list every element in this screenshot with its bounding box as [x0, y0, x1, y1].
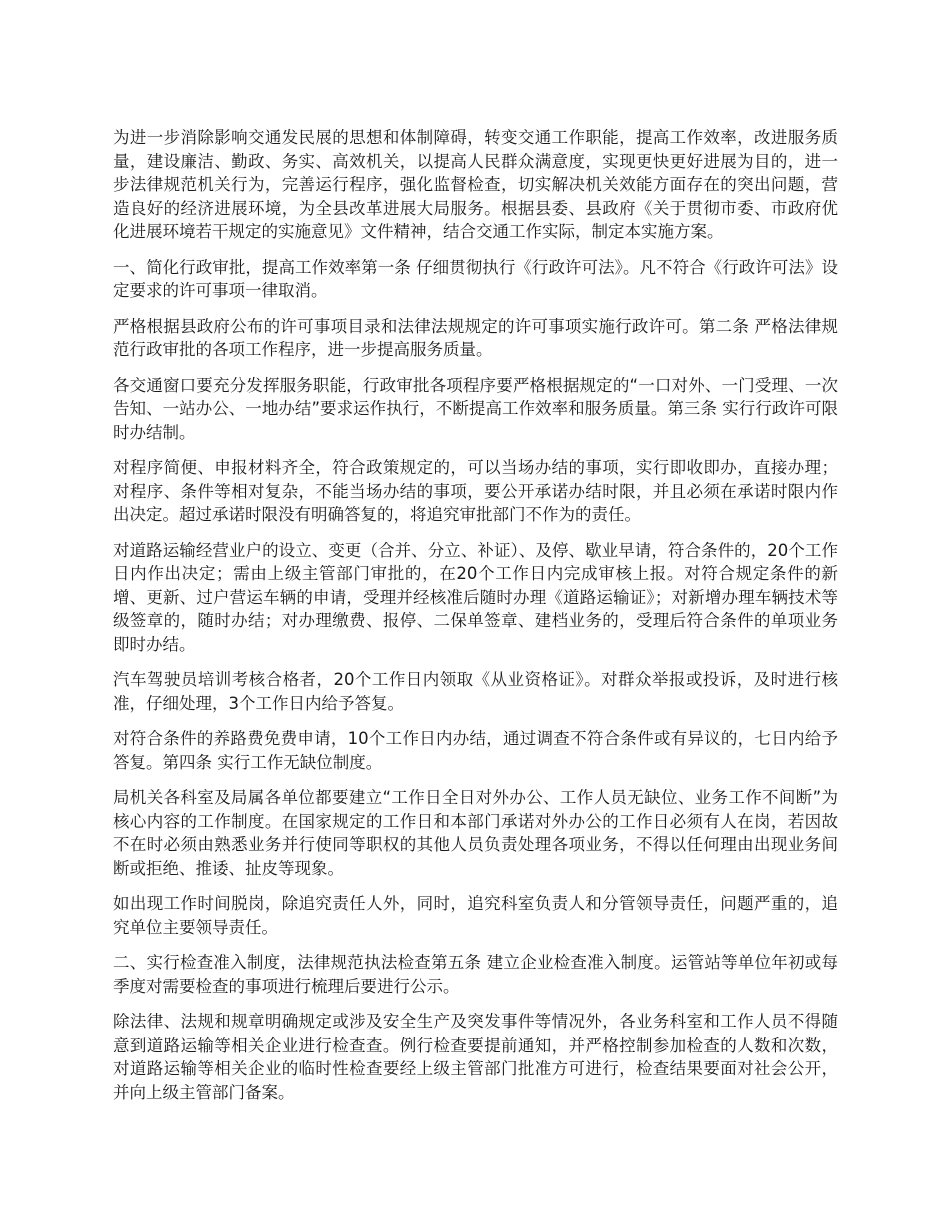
paragraph-intro: 为进一步消除影响交通发民展的思想和体制障碍，转变交通工作职能，提高工作效率，改进服务质量，建设廉洁、勤政、务实、高效机关，以提高人民群众满意度，实现更快更好进展为目的，进一步法律规范机关行为，完善运行程序，强化监督检查，切实解决机关效能方面存在的突出问题，营造良好的经济进展环境，为全县改革进展大局服务。根据县委、县政府《关于贯彻市委、市政府优化进展环境若干规定的实施意见》文件精神，结合交通工作实际，制定本实施方案。: [113, 128, 838, 241]
paragraph-transport-permits: 对道路运输经营业户的设立、变更（合并、分立、补证）、及停、歇业早请，符合条件的，20个工作日内作出决定；需由上级主管部门审批的，在20个工作日内完成审核上报。对符合规定条件的新增、更新、过户营运车辆的申请，受理并经核准后随时办理《道路运输证》；对新增办理车辆技术等级签章的，随时办结；对办理缴费、报停、二保单签章、建档业务的，受理后符合条件的单项业务即时办结。: [113, 540, 838, 654]
paragraph-no-absence-system: 局机关各科室及局属各单位都要建立“工作日全日对外办公、工作人员无缺位、业务工作不间断”为核心内容的工作制度。在国家规定的工作日和本部门承诺对外办公的工作日必须有人在岗，若因故不在时必须由熟悉业务并行使同等职权的其他人员负责处理各项业务，不得以任何理由出现业务间断或拒绝、推诿、扯皮等现象。: [113, 788, 838, 878]
paragraph-driver-training: 汽车驾驶员培训考核合格者，20个工作日内领取《从业资格证》。对群众举报或投诉，及时进行核准，仔细处理，3个工作日内给予答复。: [113, 670, 838, 713]
paragraph-article-2: 严格根据县政府公布的许可事项目录和法律法规规定的许可事项实施行政许可。第二条 严格法律规范行政审批的各项工作程序，进一步提高服务质量。: [113, 316, 838, 359]
paragraph-section-2-article-5: 二、实行检查准入制度，法律规范执法检查第五条 建立企业检查准入制度。运管站等单位年初或每季度对需要检查的事项进行梳理后要进行公示。: [113, 953, 838, 996]
paragraph-time-limits: 对程序简便、申报材料齐全，符合政策规定的，可以当场办结的事项，实行即收即办，直接办理；对程序、条件等相对复杂，不能当场办结的事项，要公开承诺办结时限，并且必须在承诺时限内作出决定。超过承诺时限没有明确答复的，将追究审批部门不作为的责任。: [113, 458, 838, 524]
paragraph-article-3: 各交通窗口要充分发挥服务职能，行政审批各项程序要严格根据规定的“一口对外、一门受理、一次告知、一站办公、一地办结”要求运作执行，不断提高工作效率和服务质量。第三条 实行行政许可限时办结制。: [113, 375, 838, 442]
paragraph-inspection-rules: 除法律、法规和规章明确规定或涉及安全生产及突发事件等情况外，各业务科室和工作人员不得随意到道路运输等相关企业进行检查查。例行检查要提前通知，并严格控制参加检查的人数和次数，对道路运输等相关企业的临时性检查要经上级主管部门批准方可进行，检查结果要面对社会公开，并向上级主管部门备案。: [113, 1012, 838, 1102]
document-body: [113, 126, 838, 1116]
paragraph-section-1-article-1: 一、简化行政审批，提高工作效率第一条 仔细贯彻执行《行政许可法》。凡不符合《行政许可法》设定要求的许可事项一律取消。: [113, 257, 838, 300]
paragraph-article-4: 对符合条件的养路费免费申请，10个工作日内办结，通过调查不符合条件或有异议的，七日内给予答复。第四条 实行工作无缺位制度。: [113, 729, 838, 772]
paragraph-accountability: 如出现工作时间脱岗，除追究责任人外，同时，追究科室负责人和分管领导责任，问题严重的，追究单位主要领导责任。: [113, 894, 838, 937]
